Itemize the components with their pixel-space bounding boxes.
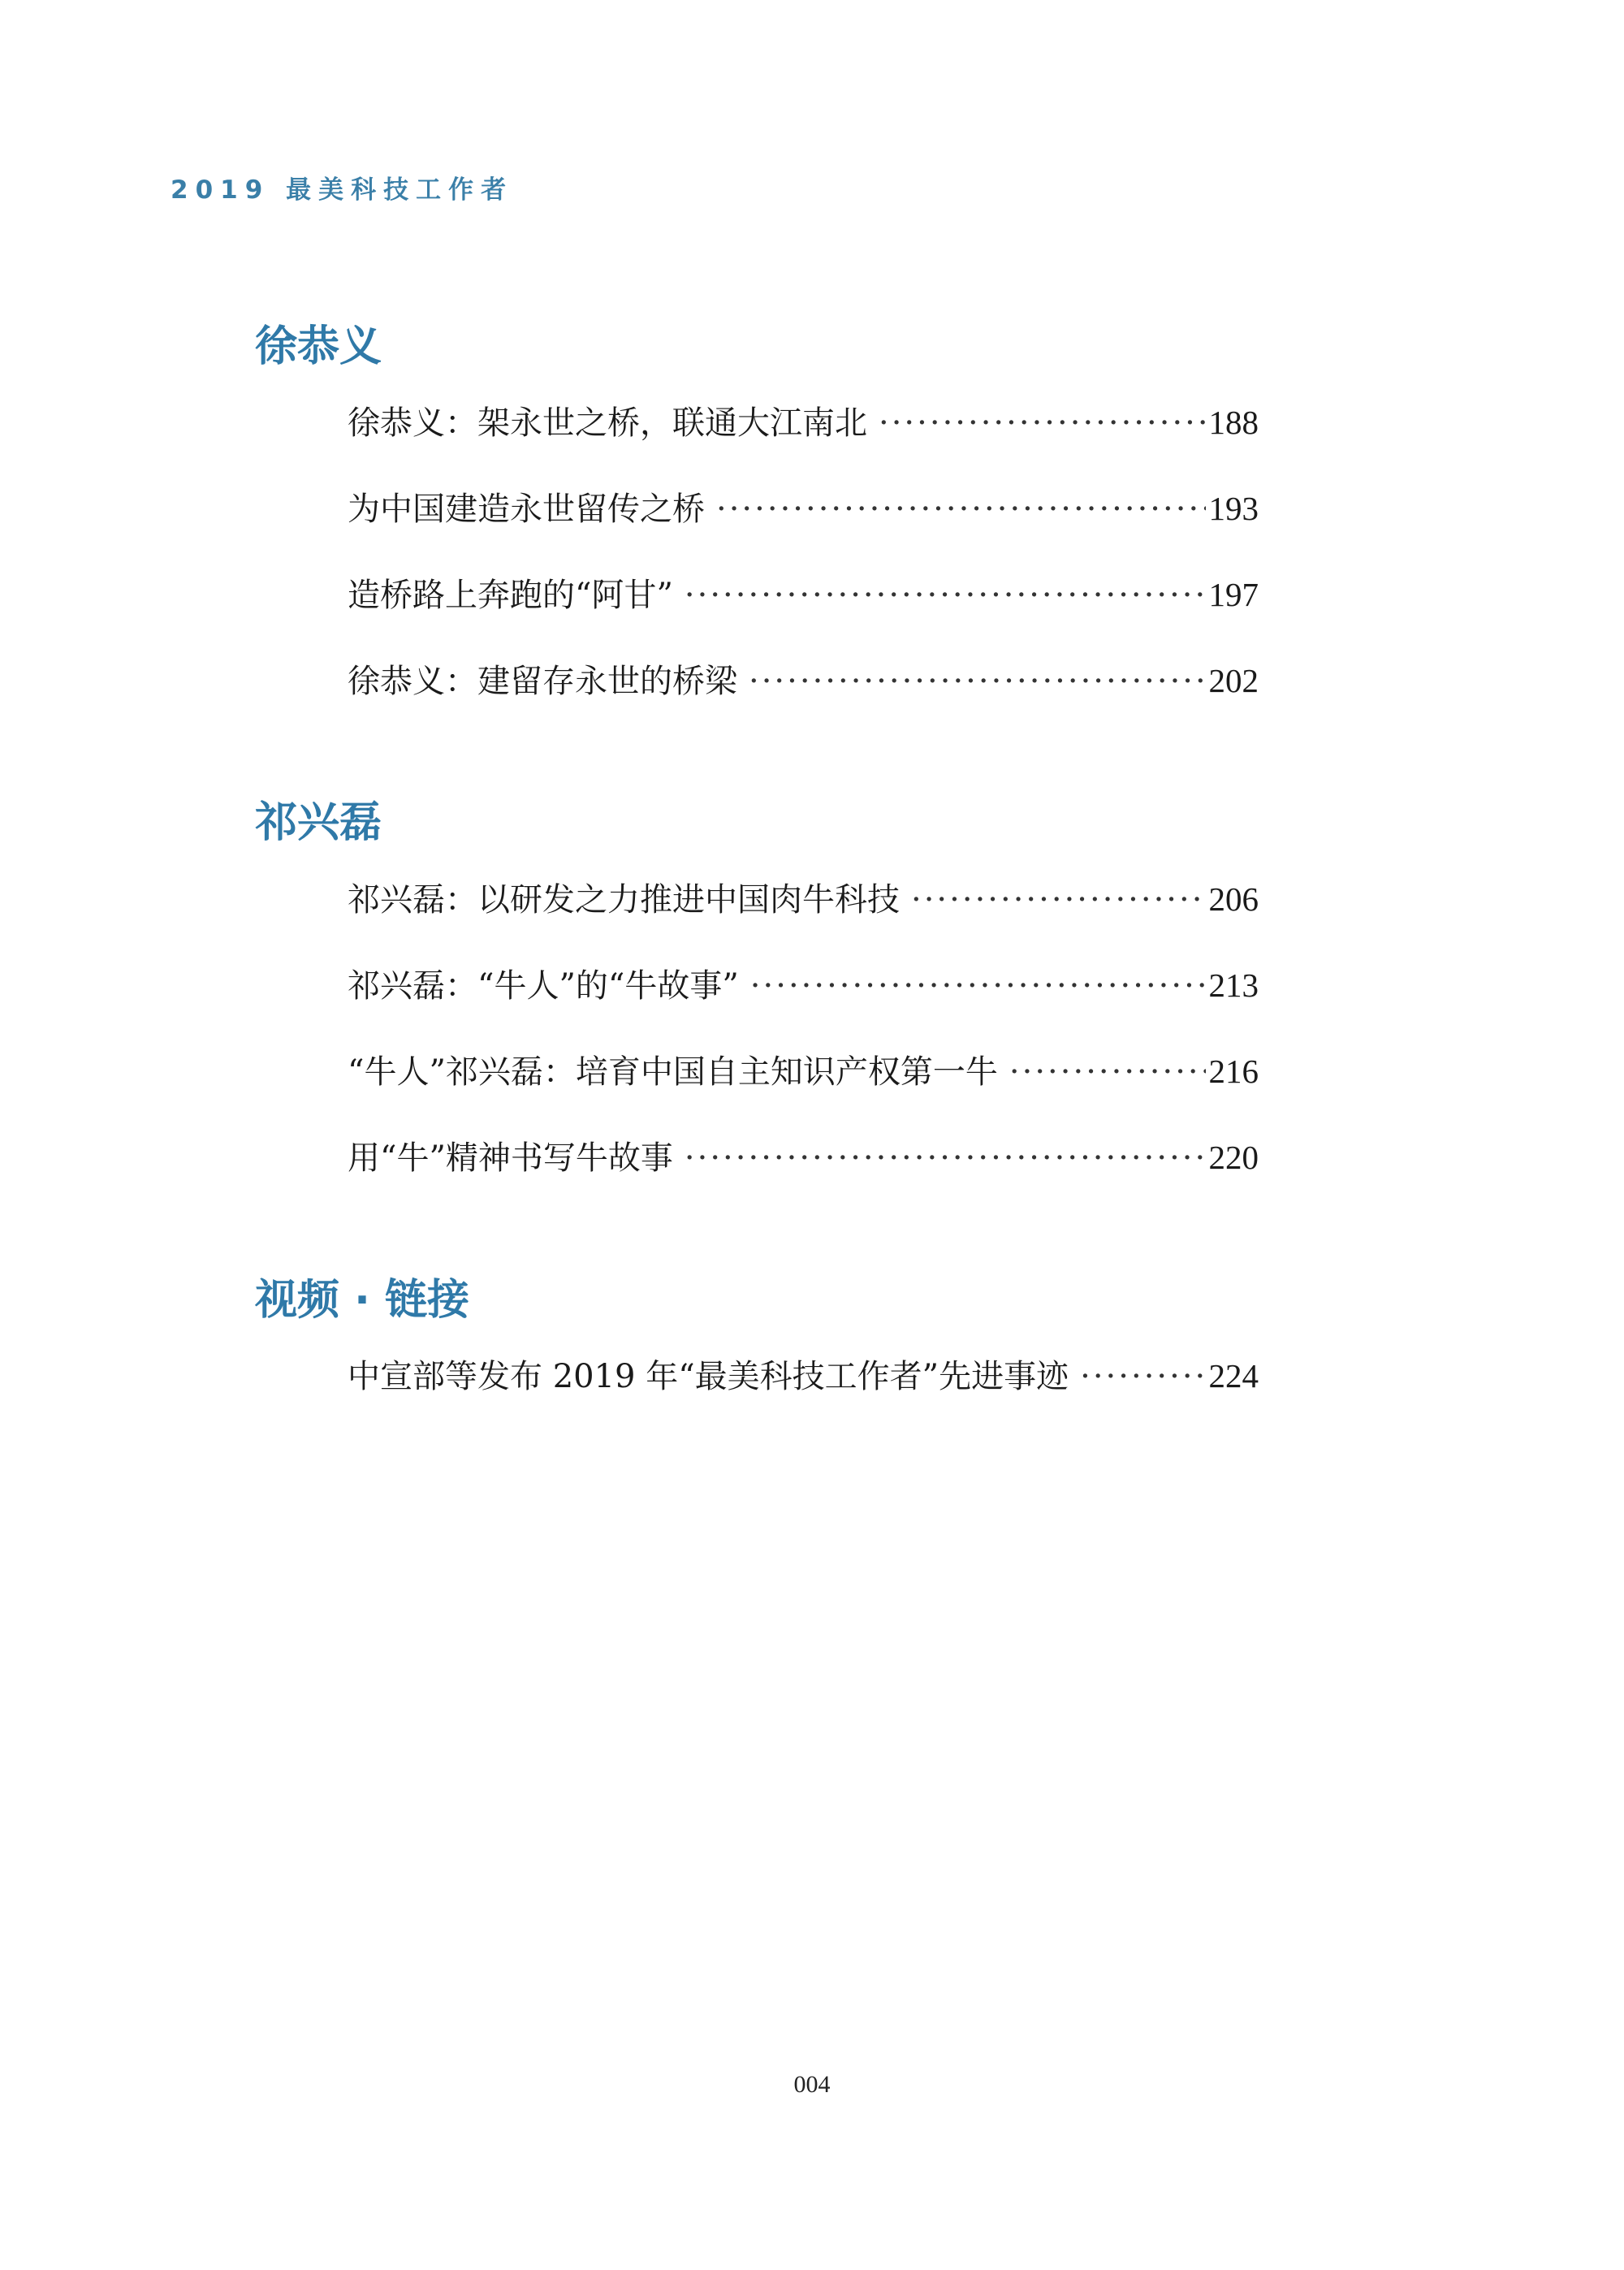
toc-dot-leader <box>685 571 1206 620</box>
toc-entry-title: 徐恭义：建留存永世的桥梁 <box>348 663 737 700</box>
toc-entry-title: 造桥路上奔跑的“阿甘” <box>348 577 673 614</box>
toc-entry[interactable] <box>348 484 1259 533</box>
toc-dot-leader <box>685 1134 1206 1183</box>
toc-dot-leader <box>750 962 1206 1010</box>
toc-dot-leader <box>911 876 1206 924</box>
toc-page-number: 220 <box>1208 1139 1259 1176</box>
toc-page-number: 202 <box>1208 662 1259 699</box>
toc-entry-title: 祁兴磊：以研发之力推进中国肉牛科技 <box>348 881 900 919</box>
toc-entry-title: 为中国建造永世留传之桥 <box>348 491 705 528</box>
toc-entry-title: 祁兴磊：“牛人”的“牛故事” <box>348 967 739 1005</box>
toc-page-number: 216 <box>1208 1053 1259 1090</box>
toc-dot-leader <box>716 485 1206 534</box>
section-heading-qi-xinglei: 祁兴磊 <box>255 798 382 847</box>
page-number-footer: 004 <box>793 2071 831 2098</box>
toc-page-number: 213 <box>1208 966 1259 1004</box>
toc-entry[interactable] <box>348 1351 1259 1400</box>
running-header: 2019 最美科技工作者 <box>171 175 514 205</box>
toc-dot-leader <box>879 399 1206 448</box>
toc-entry[interactable] <box>348 1047 1259 1096</box>
section-heading-xu-gongyi: 徐恭义 <box>255 322 382 371</box>
toc-entry[interactable] <box>348 961 1259 1010</box>
toc-dot-leader <box>1009 1048 1206 1096</box>
toc-page-number: 206 <box>1208 880 1259 918</box>
toc-entry[interactable] <box>348 875 1259 923</box>
section-heading-video-links: 视频 · 链接 <box>255 1276 469 1325</box>
toc-page-number: 193 <box>1208 490 1259 527</box>
toc-entry-title: 徐恭义：架永世之桥，联通大江南北 <box>348 404 867 442</box>
toc-page-number: 188 <box>1208 404 1259 441</box>
toc-page-number: 224 <box>1208 1357 1259 1394</box>
toc-entry[interactable] <box>348 570 1259 619</box>
toc-entry-title: 中宣部等发布 2019 年“最美科技工作者”先进事迹 <box>348 1358 1069 1395</box>
toc-dot-leader <box>749 657 1206 706</box>
toc-entry[interactable] <box>348 398 1259 447</box>
toc-entry[interactable] <box>348 1133 1259 1182</box>
toc-page-number: 197 <box>1208 576 1259 613</box>
toc-dot-leader <box>1080 1352 1205 1401</box>
toc-entry-title: 用“牛”精神书写牛故事 <box>348 1139 673 1177</box>
toc-entry[interactable] <box>348 656 1259 705</box>
toc-entry-title: “牛人”祁兴磊：培育中国自主知识产权第一牛 <box>348 1053 998 1091</box>
